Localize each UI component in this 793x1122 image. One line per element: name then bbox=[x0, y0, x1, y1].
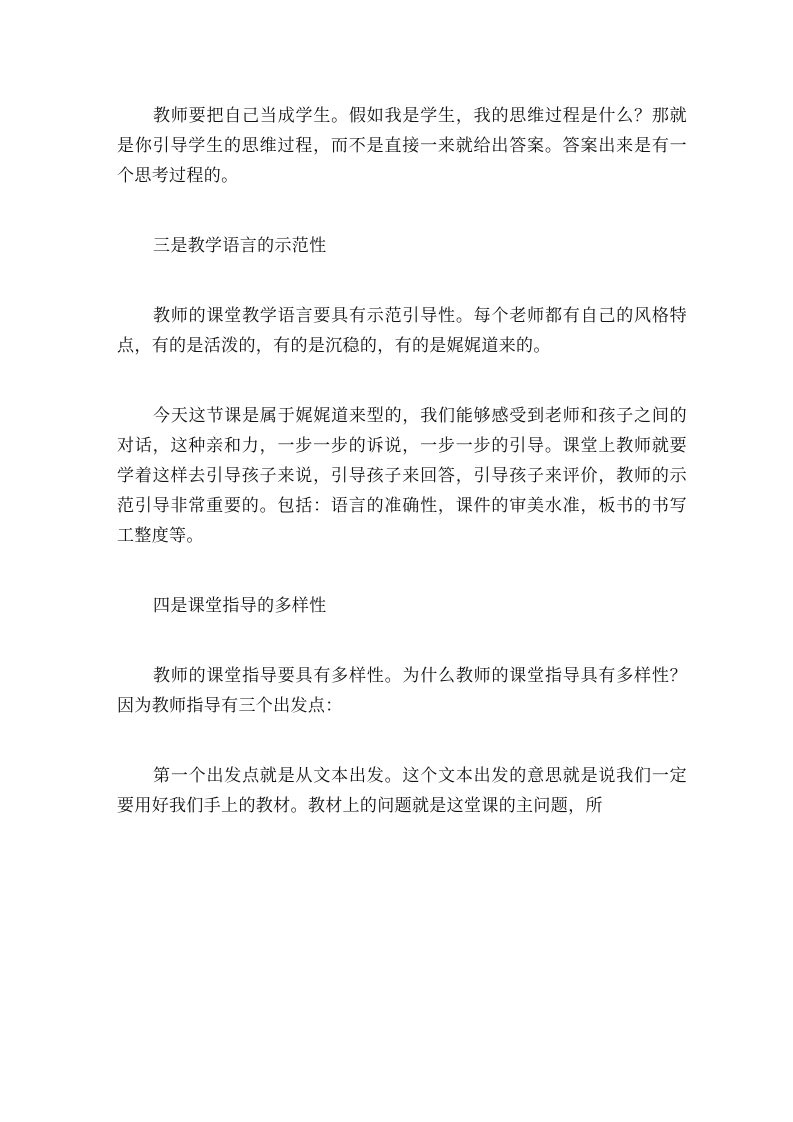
paragraph-lesson-style: 今天这节课是属于娓娓道来型的，我们能够感受到老师和孩子之间的对话，这种亲和力，一步一步的诉说，一步一步的引导。课堂上教师就要学着这样去引导孩子来说，引导孩子来回答，引导孩子来评价，教师的示范引导非常重要的。包括：语言的准确性，课件的审美水准，板书的书写工整度等。 bbox=[117, 406, 687, 546]
heading-teaching-language: 三是教学语言的示范性 bbox=[153, 236, 327, 256]
paragraph-guidance-starting-points: 教师的课堂指导要具有多样性。为什么教师的课堂指导具有多样性？因为教师指导有三个出发点： bbox=[117, 666, 687, 716]
paragraph-first-starting-point: 第一个出发点就是从文本出发。这个文本出发的意思就是说我们一定要用好我们手上的教材。教材上的问题就是这堂课的主问题，所 bbox=[117, 766, 687, 816]
heading-guidance-diversity: 四是课堂指导的多样性 bbox=[153, 596, 327, 616]
paragraph-teacher-as-student: 教师要把自己当成学生。假如我是学生，我的思维过程是什么？那就是你引导学生的思维过程，而不是直接一来就给出答案。答案出来是有一个思考过程的。 bbox=[117, 106, 687, 186]
paragraph-language-demonstration: 教师的课堂教学语言要具有示范引导性。每个老师都有自己的风格特点，有的是活泼的，有的是沉稳的，有的是娓娓道来的。 bbox=[117, 306, 687, 356]
document-body bbox=[117, 101, 687, 821]
